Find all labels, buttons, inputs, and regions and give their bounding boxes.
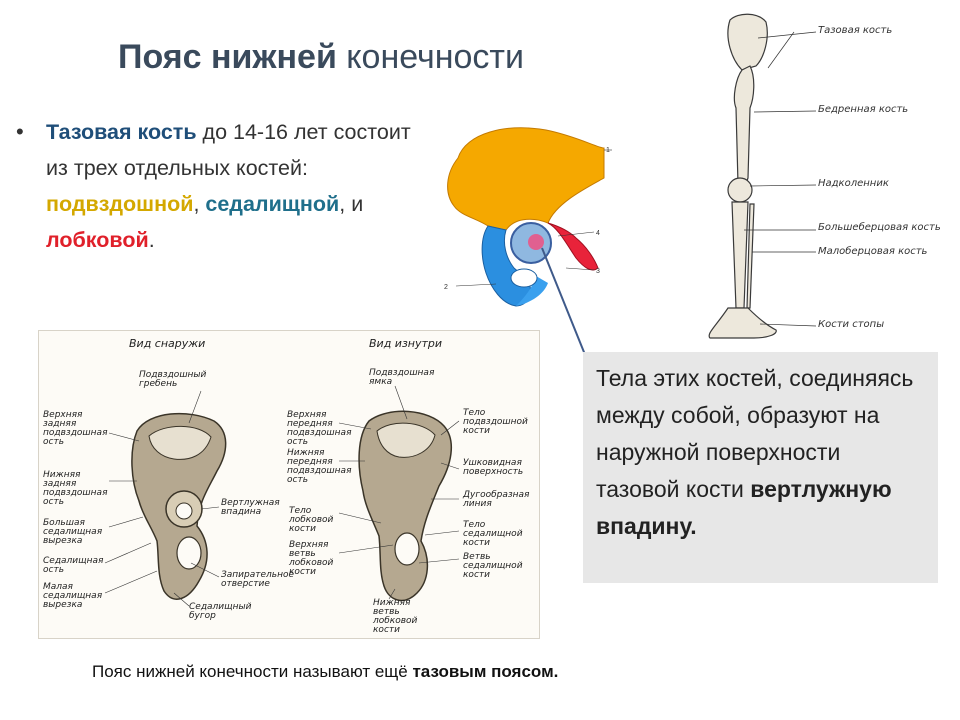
label-ischial-spine: Седалищная ость — [43, 556, 104, 575]
label-tibia: Большеберцовая кость — [818, 222, 941, 233]
label-foot: Кости стопы — [818, 319, 885, 330]
bullet-dot: • — [16, 119, 24, 144]
label-iliac-body: Тело подвздошной кости — [463, 408, 528, 436]
label-tuber: Седалищный бугор — [189, 602, 252, 621]
pelvic-bone-illustration — [436, 118, 610, 318]
callout-box — [583, 352, 938, 583]
pelvis-marker-3: 3 — [596, 268, 600, 275]
label-iliac-fossa: Подвздошная ямка — [369, 368, 435, 387]
label-inf-pubic-ramus: Нижняя ветвь лобковой кости — [373, 598, 418, 635]
label-sup-pubic-ramus: Верхняя ветвь лобковой кости — [289, 540, 334, 577]
label-patella: Надколенник — [818, 178, 889, 189]
label-ischial-body: Тело седалищной кости — [463, 520, 523, 548]
label-iliac-crest: Подвздошный гребень — [139, 370, 207, 389]
obturator-foramen-outer — [177, 537, 201, 569]
view-outside-label: Вид снаружи — [129, 337, 206, 350]
view-inside-label: Вид изнутри — [369, 337, 443, 350]
page-title: Пояс нижней конечности — [118, 38, 524, 76]
callout-text: Тела этих костей, соединяясь между собой, образуют на наружной поверхности тазовой кости вертлужную впадину. — [596, 365, 914, 539]
label-inf-post-spine: Нижняя задняя подвздошная ость — [43, 470, 108, 507]
hip-bone-anatomy-diagram — [38, 330, 540, 639]
label-acetabulum: Вертлужная впадина — [221, 498, 280, 517]
leg-skeleton-figure — [698, 8, 960, 348]
pelvis-marker-2: 2 — [444, 284, 448, 291]
ilium-shape — [448, 128, 604, 230]
footer-bold: тазовым поясом. — [412, 662, 559, 681]
label-inf-ant-spine: Нижняя передняя подвздошная ость — [287, 448, 352, 485]
obturator-foramen-inner — [395, 533, 419, 565]
label-sup-ant-spine: Верхняя передняя подвздошная ость — [287, 410, 352, 447]
label-fibula: Малоберцовая кость — [818, 246, 928, 257]
acetabulum-center — [528, 234, 544, 250]
bone-ischium-word: седалищной — [205, 192, 340, 216]
pubis-shape — [548, 223, 598, 270]
label-greater-notch: Большая седалищная вырезка — [43, 518, 103, 546]
label-femur: Бедренная кость — [818, 104, 909, 115]
label-obturator: Запирательное отверстие — [221, 570, 295, 589]
label-pelvic-bone: Тазовая кость — [818, 25, 893, 36]
label-ischial-ramus: Ветвь седалищной кости — [463, 552, 523, 580]
bone-pubis-word: лобковой — [46, 228, 149, 252]
bullet-term: Тазовая кость — [46, 120, 197, 144]
callout-bold: вертлужную впадину. — [596, 476, 892, 539]
footer-note: Пояс нижней конечности называют ещё тазовым поясом. — [92, 662, 559, 681]
label-auricular: Ушковидная поверхность — [463, 458, 524, 477]
label-sup-post-spine: Верхняя задняя подвздошная ость — [43, 410, 108, 447]
label-arcuate: Дугообразная линия — [463, 490, 530, 509]
pelvis-marker-4: 4 — [596, 230, 600, 237]
pelvis-marker-1: 1 — [606, 147, 610, 154]
label-lesser-notch: Малая седалищная вырезка — [43, 582, 103, 610]
bone-ilium-word: подвздошной — [46, 192, 194, 216]
label-pubic-body: Тело лобковой кости — [289, 506, 334, 534]
bullet-text: Тазовая кость до 14-16 лет состоит из трех отдельных костей: подвздошной, седалищной, и лобковой. — [46, 120, 411, 252]
obturator-hole — [511, 269, 537, 287]
